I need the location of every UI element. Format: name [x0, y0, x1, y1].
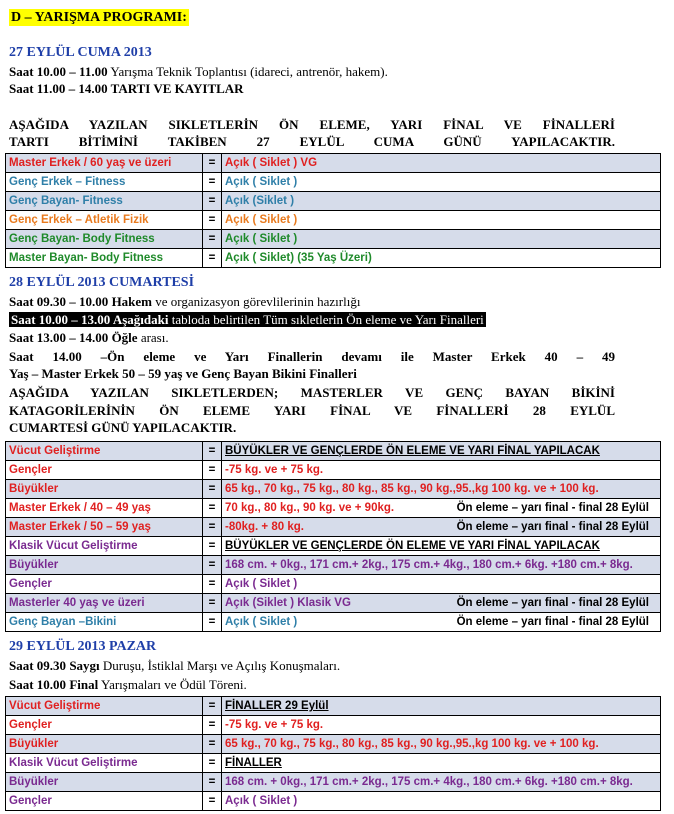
day2-table	[5, 441, 661, 632]
day2-value-text: Açık (Siklet ) Klasik VG	[225, 597, 351, 609]
day3-category-cell: Klasik Vücut Geliştirme	[6, 754, 203, 773]
day3-table	[5, 696, 661, 811]
day2-line4a: Saat 14.00 –Ön eleme ve Yarı Finallerin devamı ile Master Erkek 40 – 49	[9, 349, 615, 364]
day1-equals-cell: =	[203, 230, 222, 249]
day2-equals-cell: =	[203, 442, 222, 461]
day3-line2-bold: Final	[66, 677, 99, 692]
day1-note-line1: AŞAĞIDA YAZILAN SIKLETLERİN ÖN ELEME, YARI FİNAL VE FİNALLERİ	[9, 117, 615, 132]
day2-final-note: Ön eleme – yarı final - final 28 Eylül	[456, 597, 649, 609]
day2-equals-cell: =	[203, 461, 222, 480]
day2-value-text: 70 kg., 80 kg., 90 kg. ve + 90kg.	[225, 502, 395, 514]
day2-line2-text: tabloda belirtilen Tüm sıkletlerin Ön eleme ve Yarı Finalleri	[168, 312, 484, 327]
day3-category-cell: Büyükler	[6, 773, 203, 792]
day2-value-cell	[222, 594, 661, 613]
day3-row	[6, 792, 661, 811]
day3-row	[6, 754, 661, 773]
day3-equals-cell: =	[203, 754, 222, 773]
day1-row	[6, 173, 661, 192]
day2-category-cell: Gençler	[6, 461, 203, 480]
day1-category-cell: Master Erkek / 60 yaş ve üzeri	[6, 154, 203, 173]
day2-equals-cell: =	[203, 575, 222, 594]
day2-line3-time: Saat 13.00 – 14.00	[9, 330, 109, 345]
day2-note-line2: KATAGORİLERİNİN ÖN ELEME YARI FİNAL VE FİNALLERİ 28 EYLÜL	[9, 403, 615, 418]
day3-equals-cell: =	[203, 697, 222, 716]
day1-table	[5, 153, 661, 268]
day2-line2-bold: Aşağıdaki	[110, 312, 169, 327]
day2-category-cell: Büyükler	[6, 556, 203, 575]
day1-value-text: Açık ( Siklet )	[225, 214, 298, 226]
day3-line1-text: Duruşu, İstiklal Marşı ve Açılış Konuşmaları.	[99, 658, 341, 673]
day1-title: 27 EYLÜL CUMA 2013	[9, 45, 152, 60]
day2-row	[6, 575, 661, 594]
day1-category-cell: Master Bayan- Body Fitness	[6, 249, 203, 268]
day1-value-text: Açık (Siklet )	[225, 195, 295, 207]
day2-value-cell	[222, 556, 661, 575]
day1-value-text: Açık ( Siklet )	[225, 233, 298, 245]
day1-category-cell: Genç Bayan- Fitness	[6, 192, 203, 211]
day2-category-cell: Büyükler	[6, 480, 203, 499]
day2-line4b: Yaş – Master Erkek 50 – 59 yaş ve Genç Bayan Bikini Finalleri	[9, 366, 357, 381]
day2-row	[6, 480, 661, 499]
day3-title: 29 EYLÜL 2013 PAZAR	[9, 639, 157, 654]
day3-equals-cell: =	[203, 735, 222, 754]
day2-value-cell	[222, 499, 661, 518]
day2-equals-cell: =	[203, 613, 222, 632]
day1-line1-time: Saat 10.00 – 11.00	[9, 64, 108, 79]
day2-note-line1: AŞAĞIDA YAZILAN SIKLETLERDEN; MASTERLER VE GENÇ BAYAN BİKİNİ	[9, 385, 615, 400]
day1-category-cell: Genç Bayan- Body Fitness	[6, 230, 203, 249]
day2-final-note: Ön eleme – yarı final - final 28 Eylül	[456, 502, 649, 514]
day2-line1-time: Saat 09.30 – 10.00	[9, 294, 109, 309]
day3-value-cell	[222, 697, 661, 716]
day2-category-cell: Vücut Geliştirme	[6, 442, 203, 461]
day3-equals-cell: =	[203, 773, 222, 792]
day2-line1-bold: Hakem	[108, 294, 153, 309]
day1-equals-cell: =	[203, 249, 222, 268]
day2-final-note: Ön eleme – yarı final - final 28 Eylül	[456, 521, 649, 533]
day3-value-text: FİNALLER	[225, 757, 282, 769]
day3-category-cell: Vücut Geliştirme	[6, 697, 203, 716]
day2-line2	[9, 312, 486, 328]
day2-line3-bold: Öğle	[108, 330, 138, 345]
day1-category-cell: Genç Erkek – Fitness	[6, 173, 203, 192]
day3-row	[6, 773, 661, 792]
day1-value-cell	[222, 211, 661, 230]
day2-value-cell	[222, 480, 661, 499]
day3-category-cell: Gençler	[6, 716, 203, 735]
day2-row	[6, 613, 661, 632]
day1-value-cell	[222, 230, 661, 249]
day2-row	[6, 594, 661, 613]
day2-value-text: -75 kg. ve + 75 kg.	[225, 464, 324, 476]
day2-line1-text: ve organizasyon görevlilerinin hazırlığı	[152, 294, 361, 309]
day1-equals-cell: =	[203, 192, 222, 211]
day2-row	[6, 537, 661, 556]
day2-line1	[9, 294, 360, 310]
day2-row	[6, 556, 661, 575]
day2-value-text: BÜYÜKLER VE GENÇLERDE ÖN ELEME VE YARI FİNAL YAPILACAK	[225, 445, 600, 457]
day2-value-text: BÜYÜKLER VE GENÇLERDE ÖN ELEME VE YARI FİNAL YAPILACAK	[225, 540, 600, 552]
day2-line2-time: Saat 10.00 – 13.00	[11, 312, 111, 327]
day2-value-cell	[222, 537, 661, 556]
day3-value-text: Açık ( Siklet )	[225, 795, 298, 807]
day2-value-cell	[222, 442, 661, 461]
day1-value-cell	[222, 173, 661, 192]
day3-category-cell: Gençler	[6, 792, 203, 811]
day1-row	[6, 154, 661, 173]
day2-value-text: Açık ( Siklet )	[225, 578, 298, 590]
day2-final-note: Ön eleme – yarı final - final 28 Eylül	[456, 616, 649, 628]
day1-value-cell	[222, 154, 661, 173]
day3-line2	[9, 677, 247, 693]
day2-category-cell: Master Erkek / 50 – 59 yaş	[6, 518, 203, 537]
section-heading: D – YARIŞMA PROGRAMI:	[11, 10, 187, 25]
day2-line3	[9, 330, 169, 346]
day2-line3-text: arası.	[137, 330, 169, 345]
day2-category-cell: Genç Bayan –Bikini	[6, 613, 203, 632]
day1-value-cell	[222, 249, 661, 268]
day2-row	[6, 442, 661, 461]
day2-equals-cell: =	[203, 537, 222, 556]
day2-value-cell	[222, 461, 661, 480]
day3-value-cell	[222, 716, 661, 735]
day3-value-cell	[222, 773, 661, 792]
day1-note-line2: TARTI BİTİMİNİ TAKİBEN 27 EYLÜL CUMA GÜNÜ YAPILACAKTIR.	[9, 134, 615, 149]
day1-value-text: Açık ( Siklet )	[225, 176, 298, 188]
day2-category-cell: Klasik Vücut Geliştirme	[6, 537, 203, 556]
day1-category-cell: Genç Erkek – Atletik Fizik	[6, 211, 203, 230]
day2-equals-cell: =	[203, 518, 222, 537]
day2-value-cell	[222, 575, 661, 594]
day3-row	[6, 697, 661, 716]
day3-value-cell	[222, 792, 661, 811]
day1-value-text: Açık ( Siklet) (35 Yaş Üzeri)	[225, 252, 372, 264]
day3-line1-bold: Saygı	[66, 658, 100, 673]
day1-line1	[9, 64, 388, 80]
day2-title: 28 EYLÜL 2013 CUMARTESİ	[9, 275, 195, 290]
day3-equals-cell: =	[203, 792, 222, 811]
day1-equals-cell: =	[203, 154, 222, 173]
day1-row	[6, 192, 661, 211]
day2-category-cell: Master Erkek / 40 – 49 yaş	[6, 499, 203, 518]
day2-equals-cell: =	[203, 594, 222, 613]
day3-line2-text: Yarışmaları ve Ödül Töreni.	[98, 677, 247, 692]
day2-value-cell	[222, 518, 661, 537]
day2-value-text: Açık ( Siklet )	[225, 616, 298, 628]
day3-category-cell: Büyükler	[6, 735, 203, 754]
day2-value-text: -80kg. + 80 kg.	[225, 521, 304, 533]
day2-category-cell: Gençler	[6, 575, 203, 594]
day1-value-text: Açık ( Siklet ) VG	[225, 157, 318, 169]
day3-row	[6, 735, 661, 754]
day2-equals-cell: =	[203, 556, 222, 575]
day3-line1	[9, 658, 340, 674]
day3-value-text: 168 cm. + 0kg., 171 cm.+ 2kg., 175 cm.+ 4kg., 180 cm.+ 6kg. +180 cm.+ 8kg.	[225, 776, 633, 788]
day2-row	[6, 461, 661, 480]
day3-value-text: FİNALLER 29 Eylül	[225, 700, 329, 712]
day1-equals-cell: =	[203, 211, 222, 230]
day3-value-cell	[222, 754, 661, 773]
day3-line1-time: Saat 09.30	[9, 658, 67, 673]
day2-row	[6, 518, 661, 537]
day2-value-cell	[222, 613, 661, 632]
day3-equals-cell: =	[203, 716, 222, 735]
day2-equals-cell: =	[203, 480, 222, 499]
day1-line2: Saat 11.00 – 14.00 TARTI VE KAYITLAR	[9, 81, 244, 96]
day1-value-cell	[222, 192, 661, 211]
day3-value-text: -75 kg. ve + 75 kg.	[225, 719, 324, 731]
day3-value-cell	[222, 735, 661, 754]
day1-row	[6, 249, 661, 268]
day2-note-line3: CUMARTESİ GÜNÜ YAPILACAKTIR.	[9, 420, 237, 435]
day2-value-text: 168 cm. + 0kg., 171 cm.+ 2kg., 175 cm.+ 4kg., 180 cm.+ 6kg. +180 cm.+ 8kg.	[225, 559, 633, 571]
day1-row	[6, 230, 661, 249]
day2-row	[6, 499, 661, 518]
day3-value-text: 65 kg., 70 kg., 75 kg., 80 kg., 85 kg., 90 kg.,95.,kg 100 kg. ve + 100 kg.	[225, 738, 599, 750]
day3-line2-time: Saat 10.00	[9, 677, 67, 692]
day2-equals-cell: =	[203, 499, 222, 518]
day2-category-cell: Masterler 40 yaş ve üzeri	[6, 594, 203, 613]
day1-equals-cell: =	[203, 173, 222, 192]
day1-line1-text: Yarışma Teknik Toplantısı (idareci, antrenör, hakem).	[107, 64, 388, 79]
day2-value-text: 65 kg., 70 kg., 75 kg., 80 kg., 85 kg., 90 kg.,95.,kg 100 kg. ve + 100 kg.	[225, 483, 599, 495]
day3-row	[6, 716, 661, 735]
day1-row	[6, 211, 661, 230]
